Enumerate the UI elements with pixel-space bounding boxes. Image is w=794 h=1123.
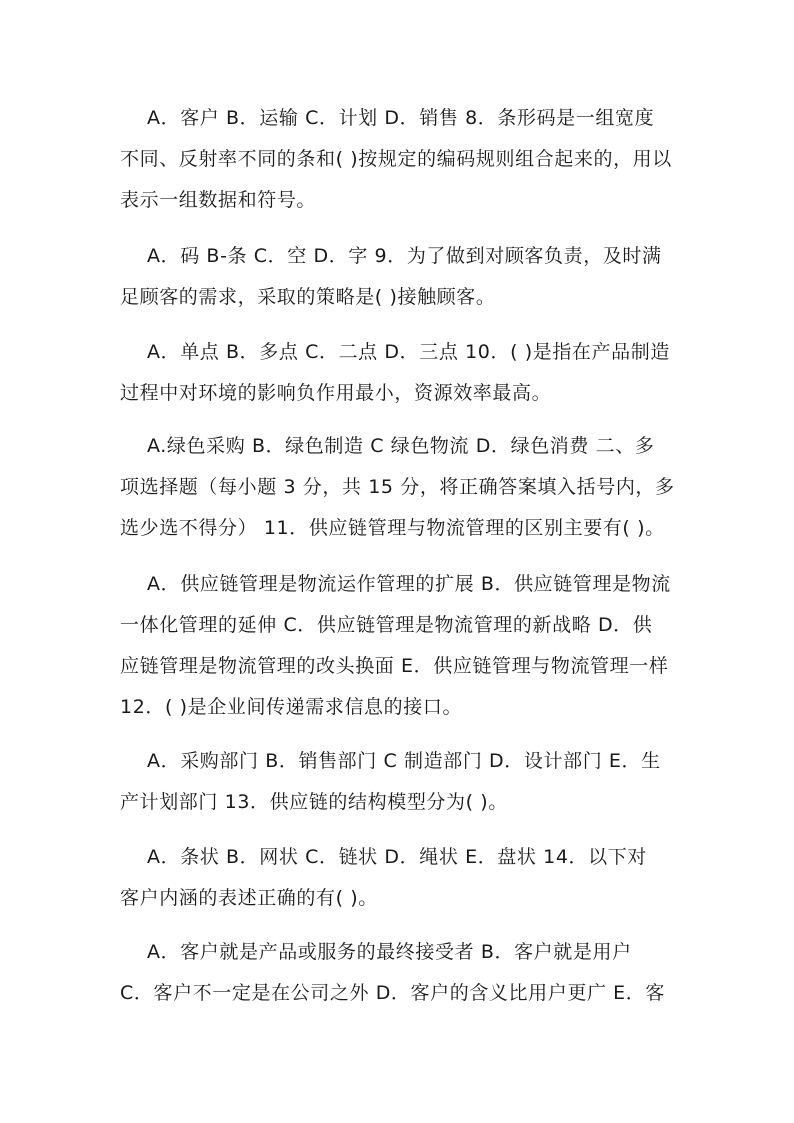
text-line: A．码 B-条 C．空 D．字 9．为了做到对顾客负责，及时满	[147, 245, 662, 267]
text-line: 过程中对环境的影响负作用最小，资源效率最高。	[120, 382, 552, 404]
text-line: 12．( )是企业间传递需求信息的接口。	[120, 696, 463, 718]
text-line: 选少选不得分） 11．供应链管理与物流管理的区别主要有( )。	[120, 517, 665, 539]
text-line: A．采购部门 B．销售部门 C 制造部门 D．设计部门 E．生	[147, 750, 661, 772]
text-line: A．客户 B．运输 C．计划 D．销售 8．条形码是一组宽度	[147, 107, 655, 129]
text-line: C．客户不一定是在公司之外 D．客户的含义比用户更广 E．客	[120, 982, 665, 1004]
text-line: 客户内涵的表述正确的有( )。	[120, 887, 378, 909]
text-line: 表示一组数据和符号。	[120, 189, 317, 211]
text-line: 应链管理是物流管理的改头换面 E．供应链管理与物流管理一样	[120, 655, 669, 677]
text-line: A.绿色采购 B．绿色制造 C 绿色物流 D．绿色消费 二、多	[147, 435, 655, 457]
text-line: A．单点 B．多点 C．二点 D．三点 10．( )是指在产品制造	[147, 341, 670, 363]
text-line: 不同、反射率不同的条和( )按规定的编码规则组合起来的，用以	[120, 148, 672, 170]
text-line: 项选择题（每小题 3 分，共 15 分，将正确答案填入括号内，多	[120, 476, 675, 498]
text-line: 足顾客的需求，采取的策略是( )接触顾客。	[120, 286, 496, 308]
text-line: A．供应链管理是物流运作管理的扩展 B．供应链管理是物流	[147, 573, 671, 595]
text-line: 一体化管理的延伸 C．供应链管理是物流管理的新战略 D．供	[120, 614, 653, 636]
text-line: A．客户就是产品或服务的最终接受者 B．客户就是用户	[147, 941, 632, 963]
text-line: 产计划部门 13．供应链的结构模型分为( )。	[120, 791, 508, 813]
text-line: A．条状 B．网状 C．链状 D．绳状 E．盘状 14．以下对	[147, 846, 647, 868]
